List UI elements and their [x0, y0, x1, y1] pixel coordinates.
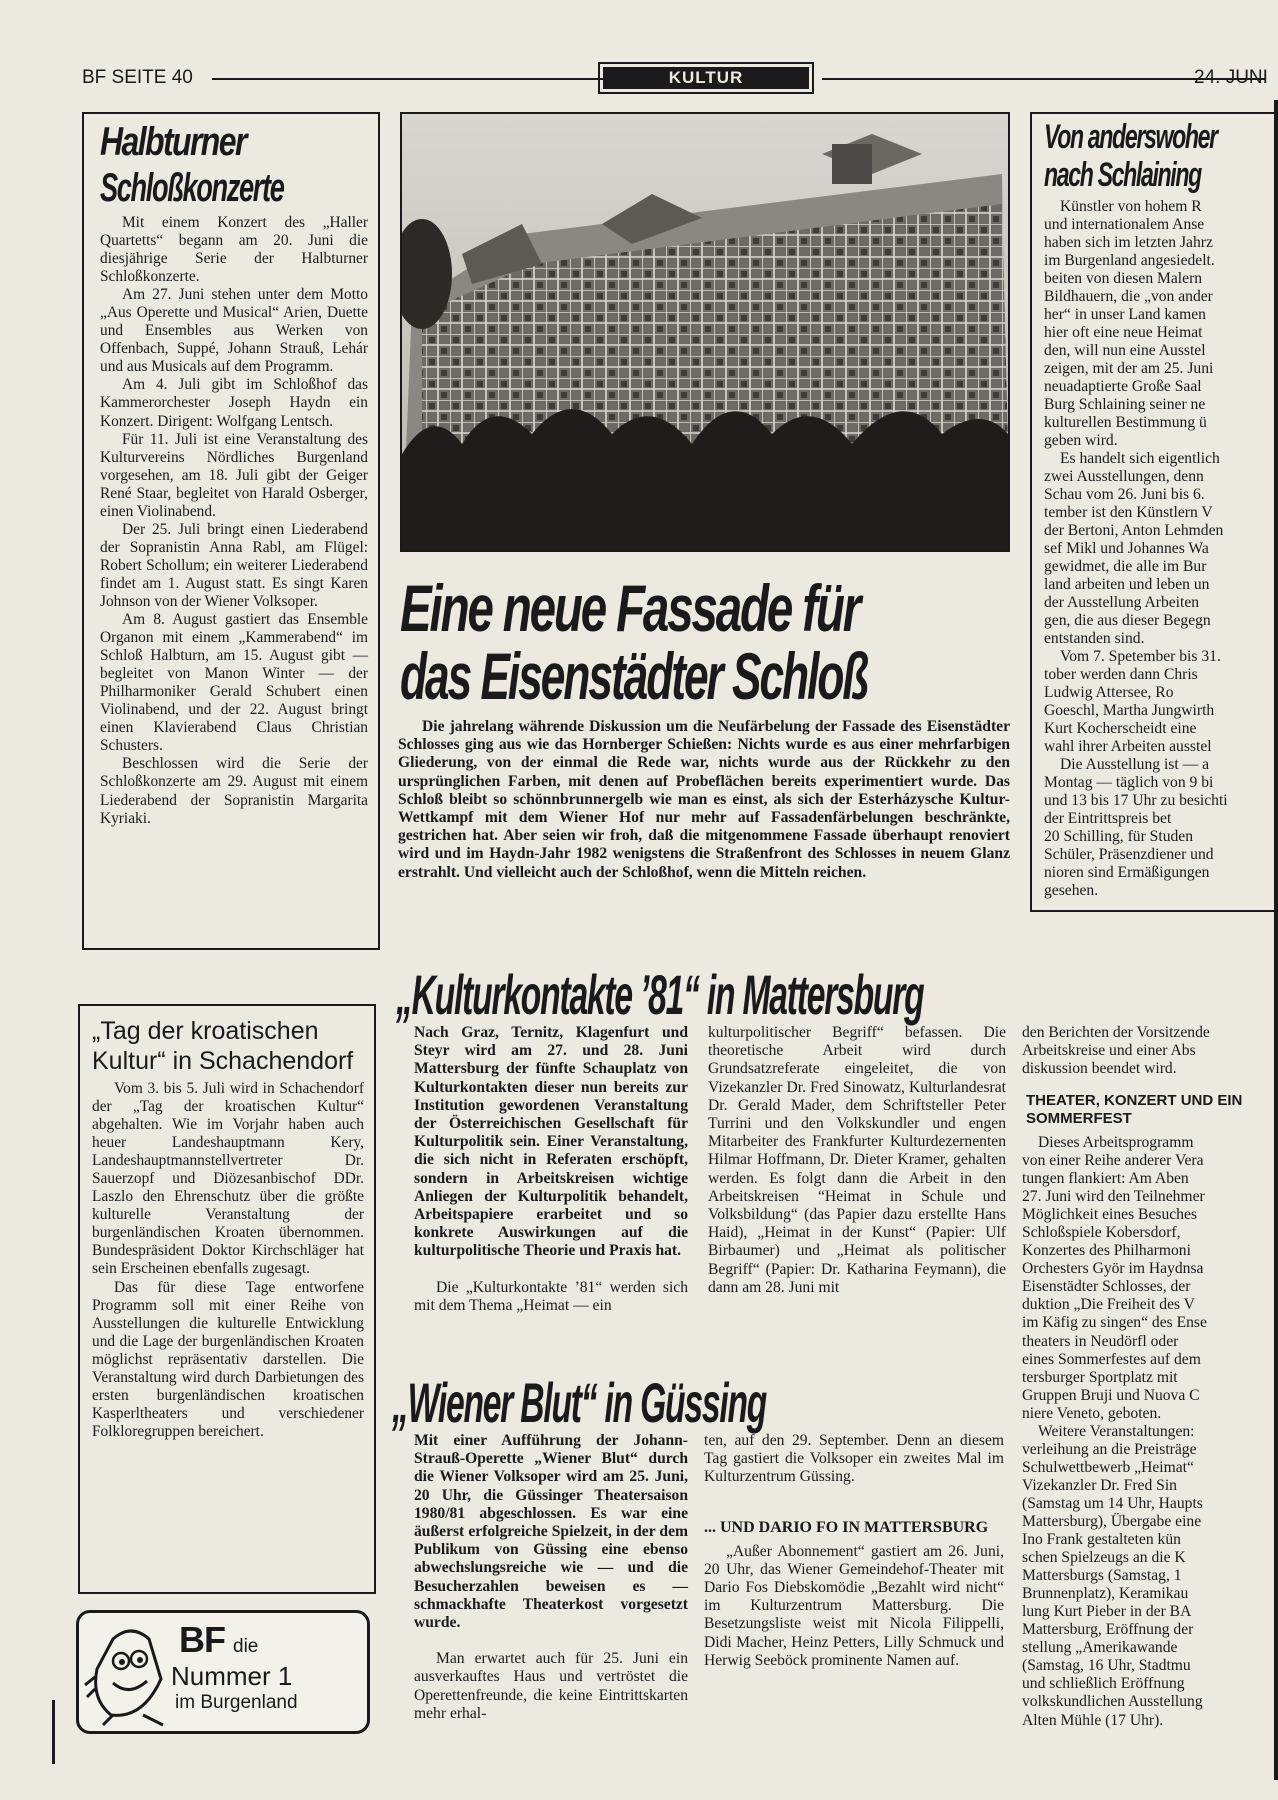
text-line: eines Sommerfestes auf dem: [1022, 1350, 1201, 1368]
brand-logo: BF: [179, 1619, 225, 1660]
text-line: den Berichten der Vorsitzende: [1022, 1024, 1210, 1041]
text-line: (Samstag um 14 Uhr, Haupts: [1022, 1494, 1203, 1512]
text-line: entstanden sind.: [1044, 630, 1145, 647]
paragraph: Man erwartet auch für 25. Juni ein ausverkauftes Haus und vertröstet die Operettenfreunde, die keine Eintrittskarten mehr erhal-: [414, 1650, 688, 1722]
text-line: den, will nun eine Ausstel: [1044, 342, 1206, 359]
text-line: der Ausstellung Arbeiten: [1044, 594, 1200, 611]
text-line: Kurt Kocherscheidt eine: [1044, 720, 1197, 737]
paragraph: Am 27. Juni stehen unter dem Motto „Aus Operette und Musical“ Arien, Duette und Ensembles aus Werken von Offenbach, Suppé, Johann Strauß, Lehár und aus Musicals auf dem Programm.: [100, 286, 368, 376]
text-line: Künstler von hohem R: [1060, 198, 1202, 215]
text-line: gen, die aus dieser Begegn: [1044, 612, 1211, 629]
text-line: verleihung an die Preisträge: [1022, 1440, 1197, 1458]
text-line: zwei Ausstellungen, denn: [1044, 468, 1204, 485]
article-body: [100, 214, 368, 828]
text-line: Bildhauern, die „von ander: [1044, 288, 1213, 305]
article-kroaten: [78, 1004, 376, 1594]
text-line: Schloßspiele Kobersdorf,: [1022, 1224, 1181, 1242]
text-line: lung Kurt Pieber in der BA: [1022, 1603, 1192, 1621]
text-line: Arbeitskreise und einer Abs: [1022, 1042, 1196, 1059]
text-line: zeigen, mit der am 25. Juni: [1044, 360, 1214, 377]
text-line: Alten Mühle (17 Uhr).: [1022, 1711, 1164, 1729]
eisenstadt-headline-line-1: Eine neue Fassade für: [400, 571, 860, 645]
text-line: volkskundlichen Ausstellung: [1022, 1693, 1203, 1711]
paragraph: ten, auf den 29. September. Denn an diesem Tag gastiert die Volksoper ein zweites Mal im Kulturzentrum Güssing.: [704, 1432, 1004, 1486]
text-line: Ino Frank gestalteten kün: [1022, 1531, 1181, 1549]
wienerblut-col-2: [704, 1432, 1004, 1670]
text-line: geben wird.: [1044, 432, 1118, 449]
text-line: stellung „Amerikawande: [1022, 1639, 1178, 1657]
text-line: wahl ihrer Arbeiten ausstel: [1044, 738, 1212, 755]
paragraph: Am 8. August gastiert das Ensemble Organon mit einem „Kammerabend“ im Schloß Halbturn, am 15. August gibt — begleitet von Manon Winter — der Philharmoniker Gerald Schubert einen Violinabend, und der 22. August bringt einen Klavierabend Claus Christian Schusters.: [100, 611, 368, 755]
text-line: Möglichkeit eines Besuches: [1022, 1206, 1197, 1224]
text-line: Schulwettbewerb „Heimat“: [1022, 1458, 1194, 1476]
text-line: Mattersburgs (Samstag, 1: [1022, 1567, 1182, 1585]
wienerblut-col-1: [414, 1432, 688, 1723]
text-line: Brunnenplatz), Keramikau: [1022, 1585, 1189, 1603]
paragraph: „Außer Abonnement“ gastiert am 26. Juni, 20 Uhr, das Wiener Gemeindehof-Theater mit Dario Fos Diebskomödie „Bezahlt wird nicht“ im Kulturzentrum Mattersburg. Die Besetzungsliste weist mit Nicola Filippelli, Didi Macher, Heinz Petters, Lilly Schmuck und Herwig Seeböck prominente Namen auf.: [704, 1542, 1004, 1669]
text-line: Die Ausstellung ist — a: [1060, 756, 1210, 773]
advert-bf: [76, 1610, 370, 1734]
text-line: kulturellen Bestimmung ü: [1044, 414, 1207, 431]
theater-subhead: THEATER, KONZERT UND EIN SOMMERFEST: [1026, 1092, 1243, 1127]
paragraph: Am 4. Juli gibt im Schloßhof das Kammerorchester Joseph Haydn ein Konzert. Dirigent: Wolfgang Lentsch.: [100, 376, 368, 430]
kulturkontakte-col-2: kulturpolitischer Begriff“ befassen. Die theoretische Arbeit wird durch Grundsatzreferate eingeleitet, die von Vizekanzler Dr. Fred Sinowatz, Kulturlandesrat Dr. Gerald Mader, dem Schriftsteller Peter Turrini und den Volkskundler und engen Mitarbeiter des Frankfurter Kulturdezernenten Hilmar Hoffmann, Dr. Dieter Kramer, gehalten werden. Es folgt dann die Arbeit in den Arbeitskreisen “Heimat in Schule und Volksbildung“ (das Papier dazu erstellte Hans Haid), „Heimat in der Kunst“ (Papier: Ulf Birbaumer) und „Heimat als politischer Begriff“ (Papier: Dr. Katharina Feymann), die dann am 28. Juni mit: [708, 1024, 1006, 1296]
text-line: 27. Juni wird den Teilnehmer: [1022, 1188, 1205, 1206]
text-line: tober werden dann Chris: [1044, 666, 1198, 683]
text-line: Vom 7. Spetember bis 31.: [1060, 648, 1221, 665]
text-line: gesehen.: [1044, 882, 1099, 899]
text-line: Mattersburg, Eröffnung der: [1022, 1621, 1194, 1639]
title-line-2: Schloßkonzerte: [100, 166, 284, 210]
kulturkontakte-col-1: [414, 1024, 688, 1315]
text-line: (Samstag, 16 Uhr, Stadtmu: [1022, 1657, 1191, 1675]
text-line: Konzertes des Philharmoni: [1022, 1242, 1191, 1260]
text-line: Goeschl, Martha Jungwirth: [1044, 702, 1215, 719]
castle-photo: [402, 114, 1008, 550]
text-line: diskussion beendet wird.: [1022, 1060, 1177, 1077]
page-edge-mark: [52, 1700, 55, 1764]
mascot-icon: [83, 1619, 179, 1727]
page-number-label: BF SEITE 40: [82, 67, 193, 88]
article-title: [100, 120, 368, 214]
text-line: Dieses Arbeitsprogramm: [1038, 1134, 1194, 1151]
lead-paragraph: Mit einer Aufführung der Johann-Strauß-Operette „Wiener Blut“ durch die Wiener Volksoper wird am 25. Juni, 20 Uhr, die Güssinger Theatersaison 1980/81 abgeschlossen. Es war eine äußerst erfolgreiche Spielzeit, in der dem Publikum von Güssing eine ebenso abwechslungsreiche wie — und die Besucherzahlen beweisen es — schmackhafte Theaterkost vorgesetzt wurde.: [414, 1432, 688, 1632]
wienerblut-headline: „Wiener Blut“ in Güssing: [392, 1371, 767, 1434]
paragraph: Mit einem Konzert des „Haller Quartetts“ begann am 20. Juni die diesjährige Serie der Halbturner Schloßkonzerte.: [100, 214, 368, 286]
text-line: Schau vom 26. Juni bis 6.: [1044, 486, 1205, 503]
title-line-1: Von anderswoher: [1044, 118, 1217, 156]
article-schlaining: [1030, 112, 1278, 912]
text-line: her“ in unser Land kamen: [1044, 306, 1206, 323]
title-line-2: nach Schlaining: [1044, 156, 1201, 194]
text-line: duktion „Die Freiheit des V: [1022, 1296, 1195, 1314]
advert-lines: [171, 1619, 365, 1715]
page-header: [82, 62, 1278, 96]
article-title: „Tag der kroatischen Kultur“ in Schachendorf: [92, 1017, 354, 1075]
text-line: Es handelt sich eigentlich: [1060, 450, 1220, 467]
text-line: Schüler, Präsenzdiener und: [1044, 846, 1214, 863]
section-label-box: [598, 62, 814, 94]
article-halbturn: [82, 112, 380, 950]
wienerblut-subhead: ... UND DARIO FO IN MATTERSBURG: [704, 1518, 989, 1536]
text-line: neuadaptierte Große Saal: [1044, 378, 1202, 395]
advert-word: die: [233, 1636, 259, 1657]
text-line: Vizekanzler Dr. Fred Sin: [1022, 1476, 1177, 1494]
text-line: und schließlich Eröffnung: [1022, 1675, 1185, 1693]
text-line: 20 Schilling, für Studen: [1044, 828, 1194, 845]
paragraph: Beschlossen wird die Serie der Schloßkonzerte am 29. August mit einem Liederabend der Sopranistin Margarita Kyriaki.: [100, 755, 368, 827]
text-line: Ludwig Attersee, Ro: [1044, 684, 1174, 701]
text-line: gewidmet, die alle im Bur: [1044, 558, 1207, 575]
text-line: beiten von diesen Malern: [1044, 270, 1203, 287]
lead-paragraph: Nach Graz, Ternitz, Klagenfurt und Steyr wird am 27. und 28. Juni Mattersburg der fünfte Schauplatz von Kulturkontakten dieser nun bereits zur Institution gewordenen Veranstaltung der Österreichischen Gesellschaft für Kulturpolitik sein. Einer Veranstaltung, die sich nicht in Referaten erschöpft, sondern in Arbeitskreisen wichtige Anliegen der Kulturpolitik behandelt, Arbeitspapiere erarbeitet und so konkrete Auswirkungen auf die kulturpolitische Theorie und Praxis hat.: [414, 1024, 688, 1260]
text-line: theaters in Neudörfl oder: [1022, 1332, 1179, 1350]
text-line: und 13 bis 17 Uhr zu besichti: [1044, 792, 1228, 809]
title-line-1: Halbturner: [100, 120, 246, 164]
text-line: im Burgenland angesiedelt.: [1044, 252, 1215, 269]
text-line: Orchesters Györ im Haydnsa: [1022, 1260, 1204, 1278]
text-line: haben sich im letzten Jahrz: [1044, 234, 1213, 251]
article-body: [92, 1080, 364, 1441]
advert-line-2: Nummer 1: [171, 1661, 293, 1691]
text-line: land arbeiten und leben un: [1044, 576, 1210, 593]
text-line: der Eintrittspreis bet: [1044, 810, 1172, 827]
paragraph: Der 25. Juli bringt einen Liederabend der Sopranistin Anna Rabl, am Flügel: Robert Schollum; ein weiterer Liederabend findet am 1. August statt. Es singt Karen Johnson von der Wiener Volksoper.: [100, 520, 368, 610]
text-line: der Bertoni, Anton Lehmden: [1044, 522, 1224, 539]
paragraph: Für 11. Juli ist eine Veranstaltung des Kulturvereins Nördliches Burgenland vorgesehen, am 18. Juli gibt der Geiger René Staar, begleitet von Harald Osberger, einen Violinabend.: [100, 430, 368, 520]
eisenstadt-headline-line-2: das Eisenstädter Schloß: [400, 639, 868, 713]
right-page-edge: [1274, 100, 1278, 1780]
text-line: und internationalem Anse: [1044, 216, 1205, 233]
text-line: Burg Schlaining seiner ne: [1044, 396, 1206, 413]
article-body: [1044, 198, 1278, 900]
advert-line-3: im Burgenland: [175, 1692, 298, 1713]
text-line: tember ist den Künstlern V: [1044, 504, 1213, 521]
photo-eisenstadt: [400, 112, 1010, 552]
text-line: im Käfig zu singen“ des Ense: [1022, 1314, 1207, 1332]
text-line: Mattersburg), Übergabe eine: [1022, 1512, 1202, 1530]
text-line: tersburger Sportplatz mit: [1022, 1368, 1178, 1386]
text-line: nioren sind Ermäßigungen: [1044, 864, 1210, 881]
kulturkontakte-headline: „Kulturkontakte ’81“ in Mattersburg: [396, 963, 924, 1026]
text-line: hier oft eine neue Heimat: [1044, 324, 1203, 341]
theater-column: [1022, 1024, 1278, 1744]
text-line: sef Mikl und Johannes Wa: [1044, 540, 1209, 557]
paragraph: Vom 3. bis 5. Juli wird in Schachendorf der „Tag der kroatischen Kultur“ abgehalten. Wie im Vorjahr haben auch heuer Landeshauptmann Kery, Landeshauptmannstellvertreter Dr. Sauerzopf und Diözesanbischof DDr. Laszlo den Ehrenschutz über die größte kulturelle Veranstaltung der burgenländischen Kroaten übernommen. Bundespräsident Doktor Kirchschläger hat sein Erscheinen ebenfalls zugesagt.: [92, 1080, 364, 1278]
text-line: von einer Reihe anderer Vera: [1022, 1152, 1204, 1170]
text-line: Montag — täglich von 9 bi: [1044, 774, 1214, 791]
text-line: Weitere Veranstaltungen:: [1038, 1422, 1195, 1440]
paragraph: Das für diese Tage entworfene Programm soll mit einer Reihe von Ausstellungen die kulturelle Entwicklung und die Lage der burgenländischen Kroaten möglichst repräsentativ darstellen. Die Veranstaltung wird durch Darbietungen des ersten burgenländischen kroatischen Kasperltheaters und verschiedener Folkloregruppen bereichert.: [92, 1278, 364, 1440]
text-line: Eisenstädter Schlosses, der: [1022, 1278, 1191, 1296]
text-line: niere Veneto, geboten.: [1022, 1404, 1162, 1422]
text-line: Gruppen Bruji und Nuova C: [1022, 1386, 1200, 1404]
date-label: 24. JUNI: [1194, 67, 1268, 88]
eisenstadt-lead: Die jahrelang währende Diskussion um die Neufärbelung der Fassade des Eisenstädter Schlosses ging aus wie das Hornberger Schießen: Nichts wurde es aus einer mehrfarbigen Gliederung, von der einmal die Rede war, nichts wurde aus der Rückkehr zu den ursprünglichen Farben, mit denen auf Probeflächen bereits experimentiert wurde. Das Schloß bleibt so schönnbrunnergelb wie man es einst, als sich der Esterházysche Kultur-Wettkampf mit dem Wiener Hof nur mehr auf Fassadenfärbelungen beschränkte, gestrichen hat. Aber seien wir froh, daß die mitgenommene Fassade überhaupt renoviert wird und im Haydn-Jahr 1982 wenigstens die Straßenfront des Schlosses in neuem Glanz erstrahlt. Und vielleicht auch der Schloßhof, wenn die Mitteln reichen.: [398, 718, 1010, 881]
text-line: tungen flankiert: Am Aben: [1022, 1170, 1189, 1188]
theater-lines-top: [1022, 1024, 1278, 1078]
paragraph: Die „Kulturkontakte ’81“ werden sich mit dem Thema „Heimat — ein: [414, 1278, 688, 1314]
theater-lines-body: [1022, 1134, 1278, 1730]
text-line: schen Spielzeugs an die K: [1022, 1549, 1186, 1567]
section-label: KULTUR: [603, 67, 809, 89]
